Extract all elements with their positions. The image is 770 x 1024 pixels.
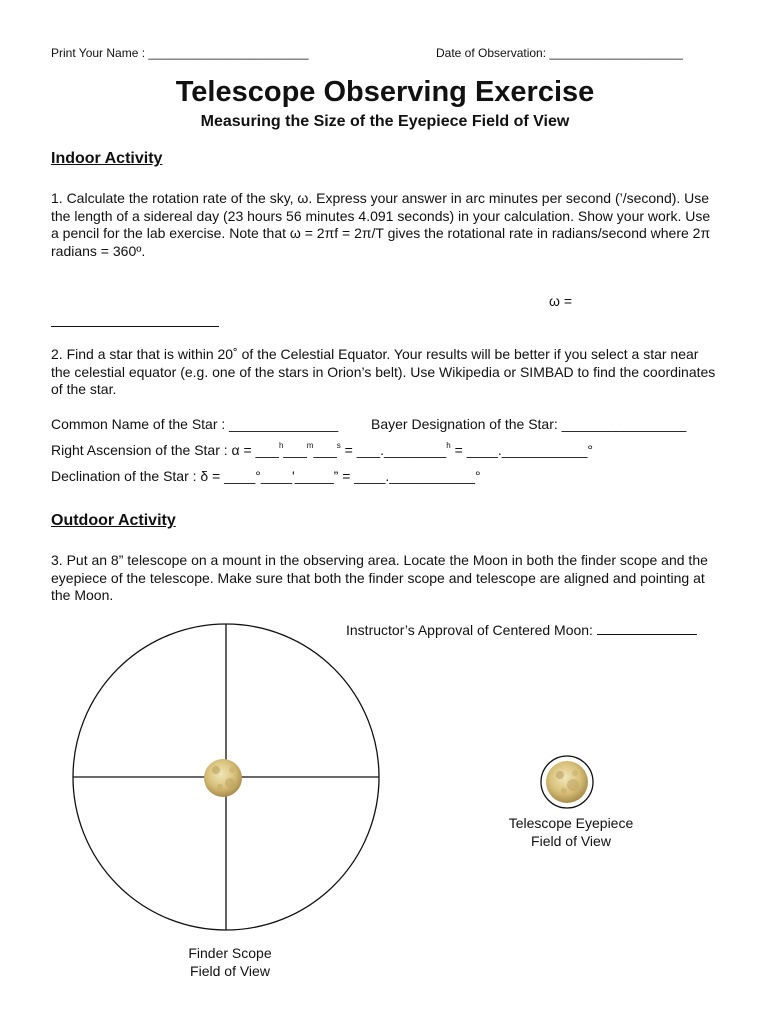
ra-label: Right Ascension of the Star : α = ___: [51, 442, 279, 458]
omega-answer-label: ω =: [549, 293, 572, 309]
right-ascension-field: [51, 442, 593, 458]
eyepiece-moon-icon: [546, 761, 588, 803]
finder-scope-caption: [150, 944, 310, 980]
common-name-field: Common Name of the Star : ______________: [51, 416, 339, 432]
finder-moon-icon: [204, 759, 242, 797]
page-title: Telescope Observing Exercise: [175, 76, 595, 108]
finder-caption-line-1: Finder Scope: [188, 945, 272, 961]
ra-hours-unit: h: [278, 441, 284, 450]
finder-scope-diagram: [70, 620, 382, 936]
ra-decimal-hours: = ___.________: [340, 442, 447, 458]
indoor-heading: Indoor Activity: [51, 150, 163, 167]
outdoor-heading: Outdoor Activity: [51, 512, 176, 529]
date-field-label: Date of Observation: ____________________: [436, 46, 683, 60]
name-field-label: Print Your Name : ________________________: [51, 46, 309, 60]
question-3: 3. Put an 8” telescope on a mount in the observing area. Locate the Moon in both the finder scope and the eyepiece of the telescope. Make sure that both the finder scope and telescope are aligned and pointing at the Moon.: [51, 552, 708, 603]
question-1: 1. Calculate the rotation rate of the sky, ω. Express your answer in arc minutes per second (’/second). Use the length of a sidereal day (23 hours 56 minutes 4.091 seconds) in your calculation. Show your work. Use a pencil for the lab exercise. Note that ω = 2πf = 2π/T gives the rotational rate in radians/second where 2π radians = 360º.: [51, 190, 711, 259]
omega-answer-blank[interactable]: [51, 326, 219, 327]
ra-decimal-degrees: = ____.___________°: [450, 442, 593, 458]
page-subtitle: Measuring the Size of the Eyepiece Field of View: [200, 113, 570, 130]
instructor-approval-blank[interactable]: [597, 622, 697, 635]
ra-hours-unit-2: h: [446, 441, 451, 450]
eyepiece-caption-line-1: Telescope Eyepiece: [508, 815, 634, 831]
finder-caption-line-2: Field of View: [190, 963, 270, 979]
eyepiece-caption-line-2: Field of View: [531, 833, 611, 849]
ra-seconds-unit: s: [336, 441, 341, 450]
ra-blank-3: ___: [313, 442, 337, 458]
ra-blank-2: ___: [283, 442, 307, 458]
bayer-designation-field: Bayer Designation of the Star: ________________: [371, 416, 687, 432]
eyepiece-diagram: [539, 754, 595, 810]
ra-minutes-unit: m: [306, 441, 314, 450]
instructor-approval: [346, 622, 697, 638]
eyepiece-caption: [481, 814, 661, 850]
question-2: 2. Find a star that is within 20˚ of the Celestial Equator. Your results will be better if you select a star near the celestial equator (e.g. one of the stars in Orion’s belt). Use Wikipedia or SIMBAD to find the coordinates of the star.: [51, 346, 716, 397]
instructor-approval-label: Instructor’s Approval of Centered Moon:: [346, 622, 597, 638]
declination-field: Declination of the Star : δ = ____°____'_____” = ____.___________°: [51, 468, 481, 484]
